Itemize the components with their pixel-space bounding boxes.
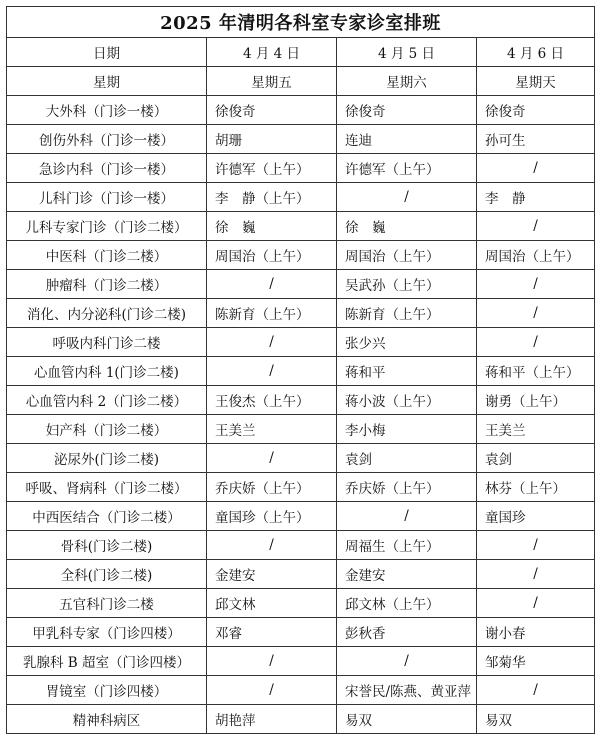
weekday-row [7,67,595,96]
date-cell: 4 月 4 日 [207,38,337,67]
table-row [7,96,595,125]
department-cell: 呼吸内科门诊二楼 [7,328,207,357]
department-cell: 急诊内科（门诊一楼） [7,154,207,183]
weekday-label: 星期 [7,67,207,96]
weekday-cell: 星期六 [337,67,477,96]
department-cell: 五官科门诊二楼 [7,589,207,618]
department-cell: 胃镜室（门诊四楼） [7,676,207,705]
table-row [7,357,595,386]
schedule-container [6,6,594,734]
department-cell: 泌尿外(门诊二楼) [7,444,207,473]
doctor-cell-day3: / [477,531,595,560]
department-cell: 创伤外科（门诊一楼） [7,125,207,154]
doctor-cell-day2: 金建安 [337,560,477,589]
department-cell: 心血管内科 2（门诊二楼） [7,386,207,415]
weekday-cell: 星期五 [207,67,337,96]
table-row [7,560,595,589]
doctor-cell-day3: 孙可生 [477,125,595,154]
doctor-cell-day3: / [477,676,595,705]
doctor-cell-day1: 徐 巍 [207,212,337,241]
table-row [7,212,595,241]
table-row [7,415,595,444]
doctor-cell-day2: 连迪 [337,125,477,154]
department-cell: 骨科(门诊二楼) [7,531,207,560]
doctor-cell-day3: 蒋和平（上午） [477,357,595,386]
doctor-cell-day3: / [477,560,595,589]
doctor-cell-day2: 袁剑 [337,444,477,473]
table-row [7,125,595,154]
department-cell: 大外科（门诊一楼） [7,96,207,125]
department-cell: 心血管内科 1(门诊二楼) [7,357,207,386]
doctor-cell-day2: 邱文林（上午） [337,589,477,618]
doctor-cell-day2: 徐俊奇 [337,96,477,125]
doctor-cell-day3: / [477,212,595,241]
department-cell: 甲乳科专家（门诊四楼） [7,618,207,647]
doctor-cell-day3: 袁剑 [477,444,595,473]
doctor-cell-day3: 邹菊华 [477,647,595,676]
doctor-cell-day2: 李小梅 [337,415,477,444]
doctor-cell-day3: / [477,299,595,328]
department-cell: 妇产科（门诊二楼） [7,415,207,444]
doctor-cell-day1: 胡艳萍 [207,705,337,734]
doctor-cell-day3: 谢勇（上午） [477,386,595,415]
schedule-table [6,6,595,734]
doctor-cell-day2: 陈新育（上午） [337,299,477,328]
doctor-cell-day2: 徐 巍 [337,212,477,241]
doctor-cell-day2: 彭秋香 [337,618,477,647]
doctor-cell-day1: 胡珊 [207,125,337,154]
doctor-cell-day1: 王俊杰（上午） [207,386,337,415]
doctor-cell-day3: / [477,328,595,357]
doctor-cell-day2: 蒋小波（上午） [337,386,477,415]
doctor-cell-day3: 王美兰 [477,415,595,444]
doctor-cell-day2: 乔庆娇（上午） [337,473,477,502]
doctor-cell-day2: / [337,183,477,212]
doctor-cell-day2: / [337,647,477,676]
doctor-cell-day3: 徐俊奇 [477,96,595,125]
doctor-cell-day1: 金建安 [207,560,337,589]
doctor-cell-day3: 谢小春 [477,618,595,647]
department-cell: 中西医结合（门诊二楼） [7,502,207,531]
date-label: 日期 [7,38,207,67]
department-cell: 消化、内分泌科(门诊二楼) [7,299,207,328]
doctor-cell-day1: / [207,270,337,299]
table-row [7,241,595,270]
department-cell: 肿瘤科（门诊二楼） [7,270,207,299]
department-cell: 呼吸、肾病科（门诊二楼） [7,473,207,502]
doctor-cell-day2: 宋誉民/陈燕、黄亚萍 [337,676,477,705]
department-cell: 中医科（门诊二楼） [7,241,207,270]
doctor-cell-day1: / [207,328,337,357]
doctor-cell-day3: / [477,589,595,618]
doctor-cell-day3: 周国治（上午） [477,241,595,270]
doctor-cell-day1: 童国珍（上午） [207,502,337,531]
doctor-cell-day1: 周国治（上午） [207,241,337,270]
doctor-cell-day2: 易双 [337,705,477,734]
doctor-cell-day2: 周福生（上午） [337,531,477,560]
doctor-cell-day3: 易双 [477,705,595,734]
table-row [7,154,595,183]
schedule-body [7,38,595,734]
doctor-cell-day1: 许德军（上午） [207,154,337,183]
title-row [7,7,595,38]
doctor-cell-day1: / [207,357,337,386]
table-row [7,299,595,328]
department-cell: 儿科专家门诊（门诊二楼） [7,212,207,241]
doctor-cell-day3: 林芬（上午） [477,473,595,502]
doctor-cell-day2: / [337,502,477,531]
date-cell: 4 月 5 日 [337,38,477,67]
department-cell: 精神科病区 [7,705,207,734]
doctor-cell-day3: 李 静 [477,183,595,212]
weekday-cell: 星期天 [477,67,595,96]
doctor-cell-day1: / [207,531,337,560]
doctor-cell-day1: / [207,444,337,473]
doctor-cell-day3: / [477,270,595,299]
table-row [7,270,595,299]
doctor-cell-day1: 邱文林 [207,589,337,618]
department-cell: 儿科门诊（门诊一楼） [7,183,207,212]
table-row [7,386,595,415]
doctor-cell-day2: 周国治（上午） [337,241,477,270]
doctor-cell-day3: 童国珍 [477,502,595,531]
table-row [7,444,595,473]
table-row [7,705,595,734]
table-row [7,589,595,618]
date-row [7,38,595,67]
doctor-cell-day2: 张少兴 [337,328,477,357]
doctor-cell-day1: 邓睿 [207,618,337,647]
doctor-cell-day1: 陈新育（上午） [207,299,337,328]
table-row [7,473,595,502]
page-title: 2025 年清明各科室专家诊室排班 [7,7,595,38]
doctor-cell-day2: 吴武孙（上午） [337,270,477,299]
table-row [7,676,595,705]
doctor-cell-day1: 王美兰 [207,415,337,444]
date-cell: 4 月 6 日 [477,38,595,67]
department-cell: 全科(门诊二楼) [7,560,207,589]
table-row [7,183,595,212]
doctor-cell-day1: 徐俊奇 [207,96,337,125]
table-row [7,531,595,560]
table-row [7,328,595,357]
table-row [7,502,595,531]
doctor-cell-day1: / [207,676,337,705]
table-row [7,647,595,676]
doctor-cell-day2: 蒋和平 [337,357,477,386]
doctor-cell-day1: / [207,647,337,676]
doctor-cell-day1: 李 静（上午） [207,183,337,212]
department-cell: 乳腺科 B 超室（门诊四楼） [7,647,207,676]
doctor-cell-day2: 许德军（上午） [337,154,477,183]
doctor-cell-day3: / [477,154,595,183]
doctor-cell-day1: 乔庆娇（上午） [207,473,337,502]
table-row [7,618,595,647]
